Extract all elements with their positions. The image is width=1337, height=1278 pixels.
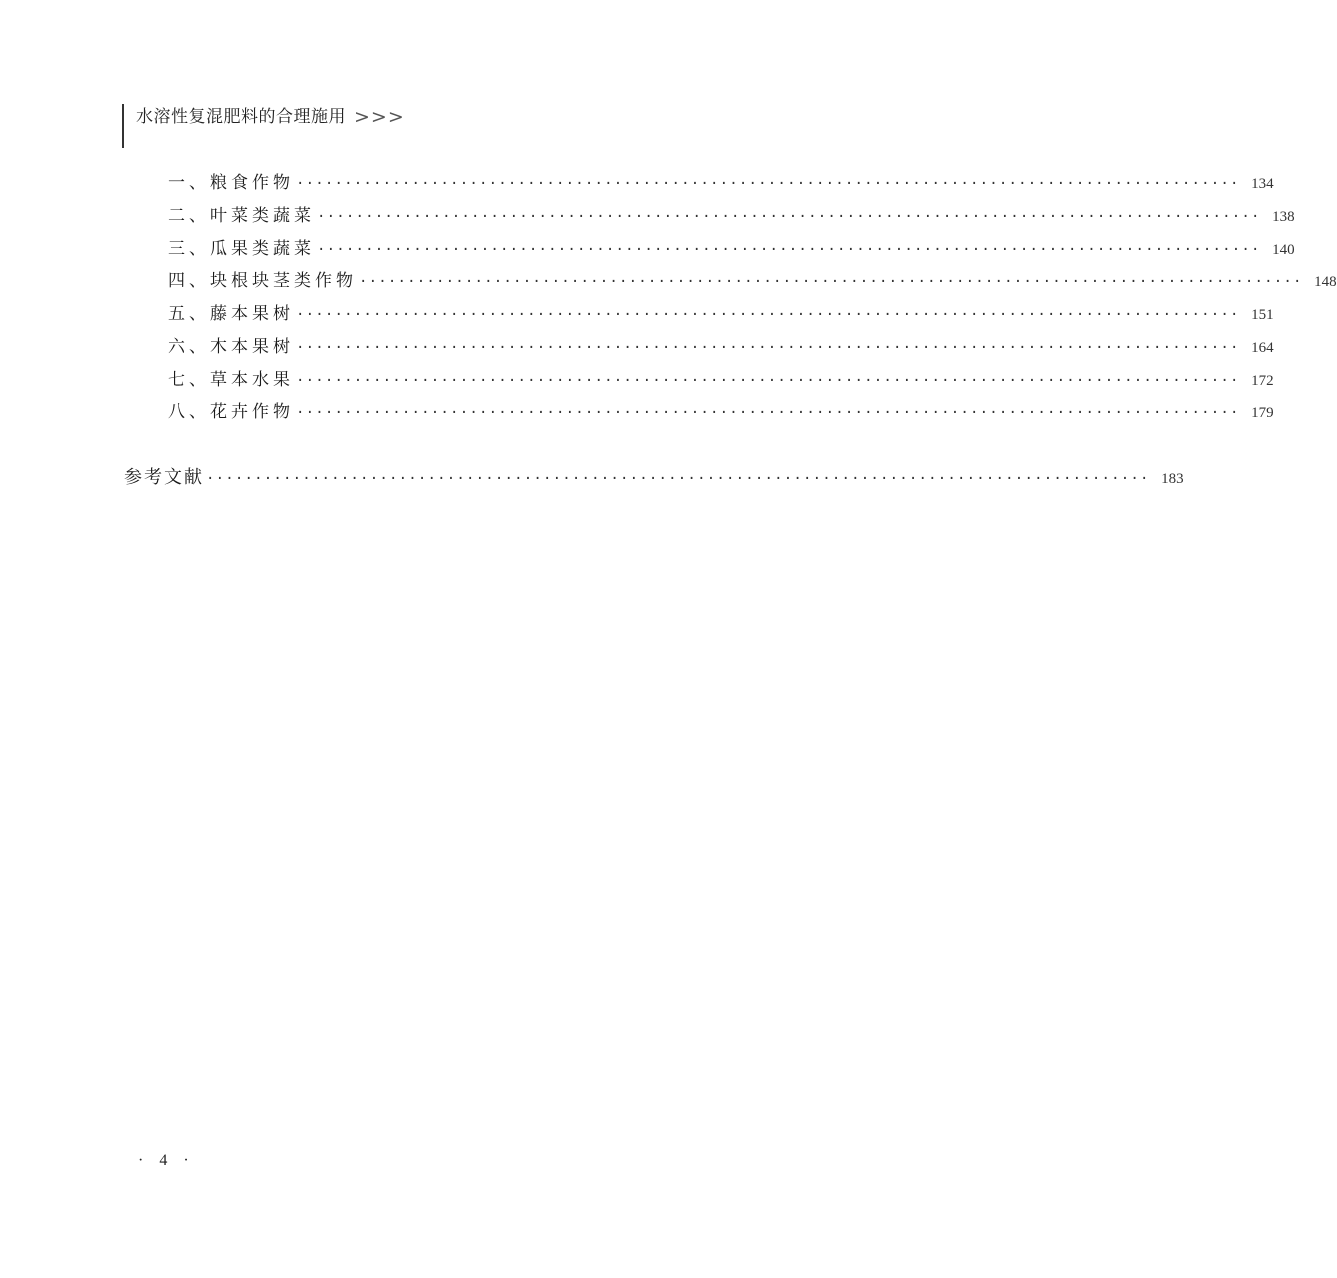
toc-entry-label: 三、瓜果类蔬菜	[168, 239, 315, 259]
dot-leader: ··································································································	[317, 242, 1261, 258]
toc-entry-label: 四、块根块茎类作物	[168, 271, 357, 291]
dot-leader: ··································································································	[296, 405, 1240, 421]
running-head	[122, 104, 405, 148]
dot-leader: ··································································································	[359, 274, 1303, 290]
dot-leader: ··································································································	[296, 340, 1240, 356]
toc-entry-page: 138	[1272, 209, 1295, 225]
page-number: · 4 ·	[138, 1152, 195, 1169]
toc-entry-label: 六、木本果树	[168, 337, 294, 357]
toc-entry-label: 五、藤本果树	[168, 304, 294, 324]
running-head-title: 水溶性复混肥料的合理施用	[136, 107, 346, 127]
toc-entry-page: 179	[1251, 405, 1274, 421]
toc-entry-page: 183	[1161, 471, 1184, 487]
dot-leader: ··································································································	[206, 471, 1150, 487]
toc-entry-label: 二、叶菜类蔬菜	[168, 206, 315, 226]
toc-entry-page: 148	[1314, 274, 1337, 290]
toc-entry-label: 八、花卉作物	[168, 402, 294, 422]
dot-leader: ··································································································	[296, 307, 1240, 323]
toc-entry[interactable]	[168, 333, 1274, 361]
toc-entry-page: 164	[1251, 340, 1274, 356]
toc-entry[interactable]	[168, 366, 1274, 394]
toc-entry[interactable]	[168, 300, 1274, 328]
toc-entry-label: 参考文献	[124, 467, 204, 488]
toc-entry-label: 一、粮食作物	[168, 173, 294, 193]
dot-leader: ··································································································	[296, 373, 1240, 389]
running-head-arrows: >>>	[354, 106, 405, 128]
toc-entry[interactable]	[168, 398, 1274, 426]
toc-entry-label: 七、草本水果	[168, 370, 294, 390]
dot-leader: ··································································································	[317, 209, 1261, 225]
toc-entry-page: 140	[1272, 242, 1295, 258]
toc-entry-page: 151	[1251, 307, 1274, 323]
toc-entry[interactable]	[168, 267, 1337, 295]
toc-entry[interactable]	[168, 235, 1295, 263]
toc-entry-page: 134	[1251, 176, 1274, 192]
toc-entry[interactable]	[168, 169, 1274, 197]
toc-entry-page: 172	[1251, 373, 1274, 389]
toc-entry-references[interactable]	[124, 464, 1184, 492]
toc-entry[interactable]	[168, 202, 1295, 230]
dot-leader: ··································································································	[296, 176, 1240, 192]
